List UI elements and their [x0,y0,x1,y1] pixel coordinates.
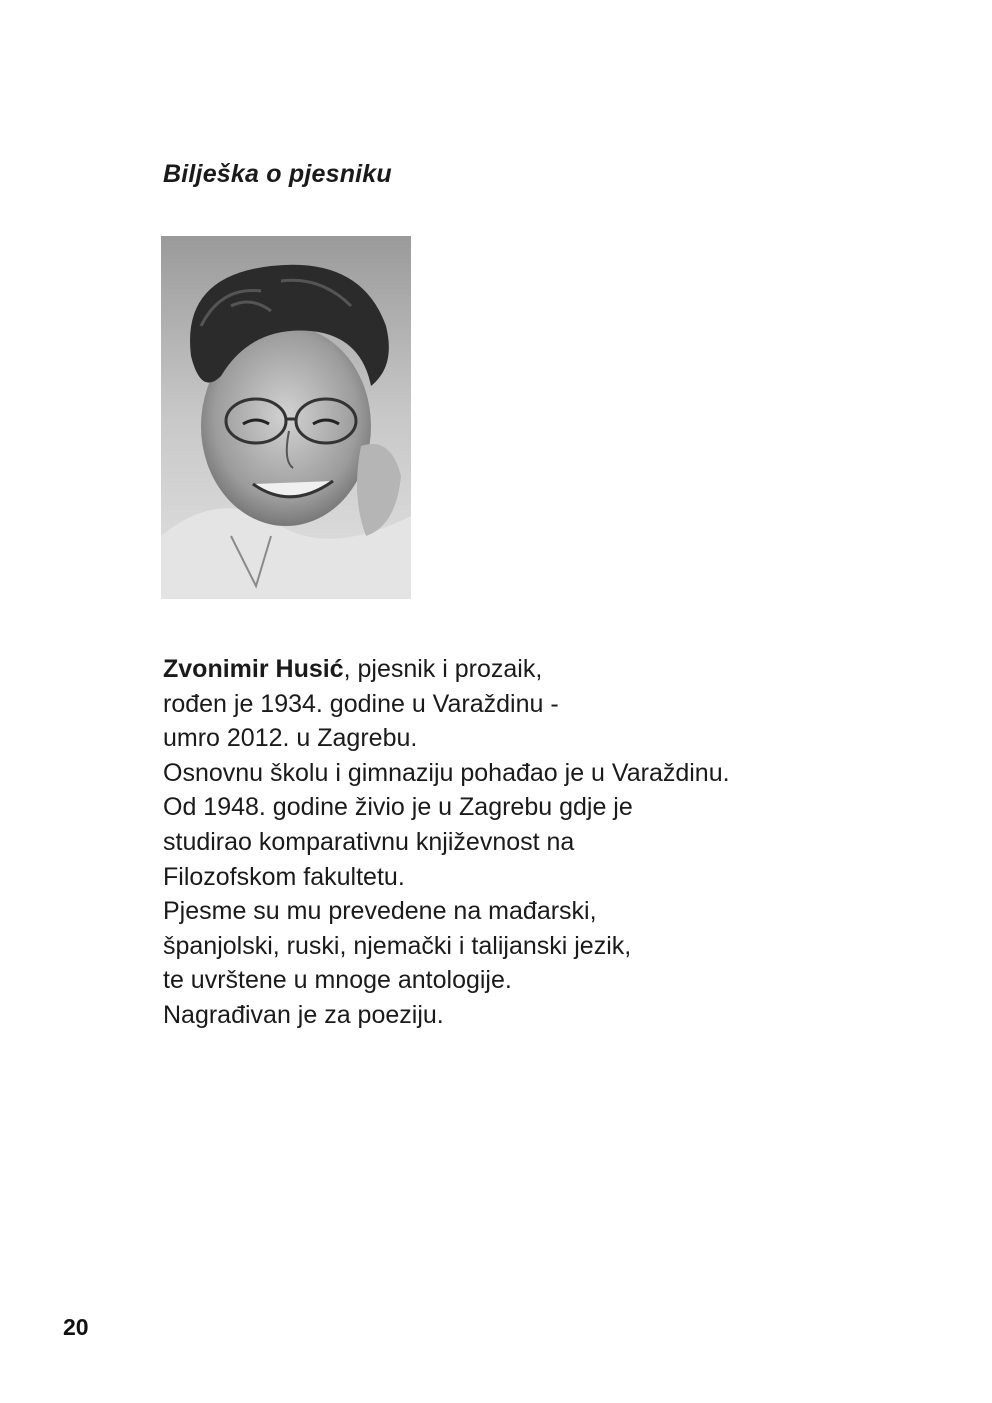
bio-line: španjolski, ruski, njemački i talijanski jezik, [163,931,632,960]
bio-line: Osnovnu školu i gimnaziju pohađao je u Varaždinu. [163,758,730,787]
poet-portrait-photo [161,236,411,599]
bio-line: te uvrštene u mnoge antologije. [163,966,512,995]
bio-line: rođen je 1934. godine u Varaždinu - [163,689,559,718]
bio-line: umro 2012. u Zagrebu. [163,724,418,753]
section-heading: Bilješka o pjesniku [163,160,392,188]
page-number: 20 [63,1314,89,1340]
bio-line: Filozofskom fakultetu. [163,862,405,891]
bio-line: studirao komparativnu književnost na [163,827,575,856]
biography-text [163,652,923,1033]
bio-first-line-rest: , pjesnik i prozaik, [343,655,543,683]
portrait-illustration [161,236,411,599]
bio-line: Nagrađivan je za poeziju. [163,1000,444,1029]
bio-line: Od 1948. godine živio je u Zagrebu gdje je [163,793,633,822]
bio-line: Pjesme su mu prevedene na mađarski, [163,897,597,926]
bio-line-name [163,652,923,687]
poet-name: Zvonimir Husić [163,655,344,683]
